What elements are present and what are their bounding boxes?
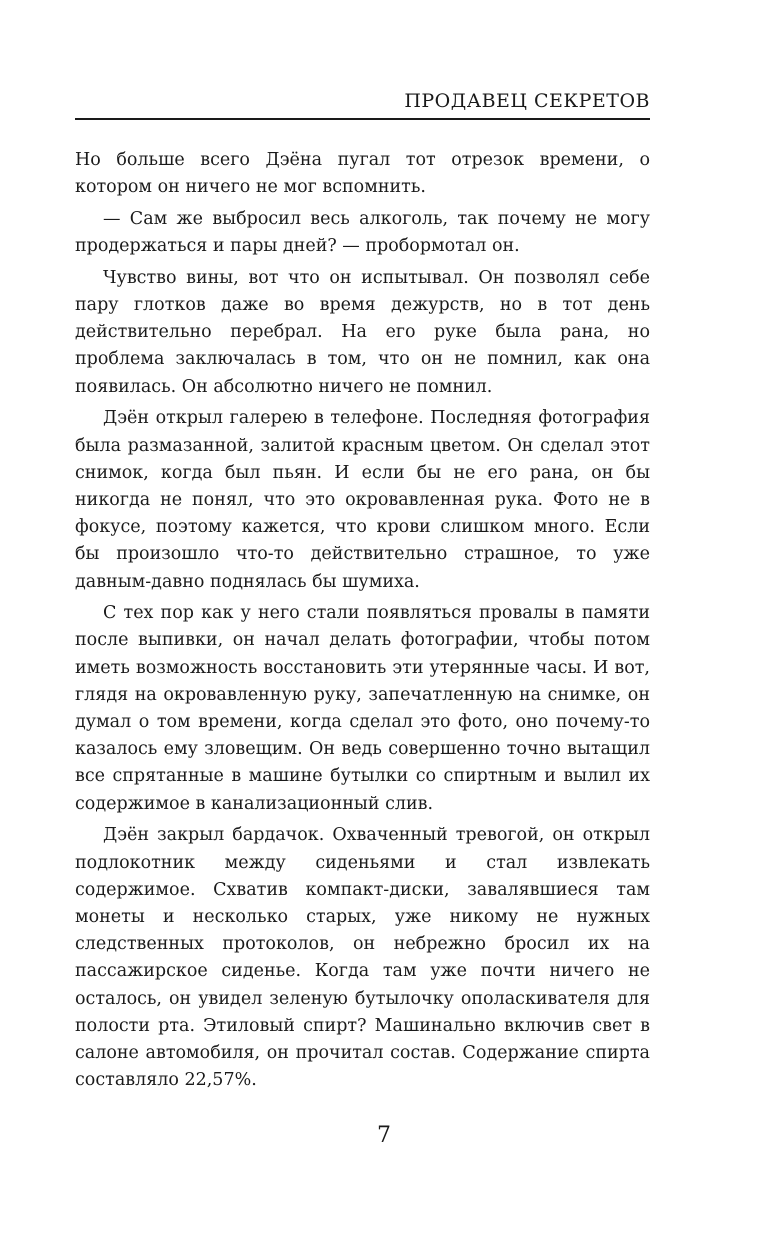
paragraph: — Сам же выбросил весь алкоголь, так почему не могу продержаться и пары дней? — пробормотал он.	[75, 208, 650, 257]
page-number: 7	[377, 1123, 391, 1148]
body-text	[75, 147, 650, 1099]
header-rule	[75, 118, 650, 120]
paragraph: Дэён открыл галерею в телефоне. Последняя фотография была размазанной, залитой красным цветом. Он сделал этот снимок, когда был пьян. И если бы не его рана, он бы никогда не понял, что это окровавленная рука. Фото не в фокусе, поэтому кажется, что крови слишком много. Если бы произошло что-то действительно страшное, то уже давным-давно поднялась бы шумиха.	[75, 408, 650, 592]
paragraph: С тех пор как у него стали появляться провалы в памяти после выпивки, он начал делать фотографии, чтобы потом иметь возможность восстановить эти утерянные часы. И вот, глядя на окровавленную руку, запечатленную на снимке, он думал о том времени, когда сделал это фото, оно почему-то казалось ему зловещим. Он ведь совершенно точно вытащил все спрятанные в машине бутылки со спиртным и вылил их содержимое в канализационный слив.	[75, 603, 650, 814]
paragraph: Дэён закрыл бардачок. Охваченный тревогой, он открыл подлокотник между сиденьями и стал извлекать содержимое. Схватив компакт-диски, завалявшиеся там монеты и несколько старых, уже никому не нужных следственных протоколов, он небрежно бросил их на пассажирское сиденье. Когда там уже почти ничего не осталось, он увидел зеленую бутылочку ополаскивателя для полости рта. Этиловый спирт? Машинально включив свет в салоне автомобиля, он прочитал состав. Содержание спирта составляло 22,57%.	[75, 825, 650, 1091]
running-title: ПРОДАВЕЦ СЕКРЕТОВ	[404, 90, 650, 112]
paragraph: Но больше всего Дэёна пугал тот отрезок времени, о котором он ничего не мог вспомнить.	[75, 150, 650, 198]
paragraph: Чувство вины, вот что он испытывал. Он позволял себе пару глотков даже во время дежурств, но в тот день действительно перебрал. На его руке была рана, но проблема заключалась в том, что он не помнил, как она появилась. Он абсолютно ничего не помнил.	[75, 267, 650, 397]
